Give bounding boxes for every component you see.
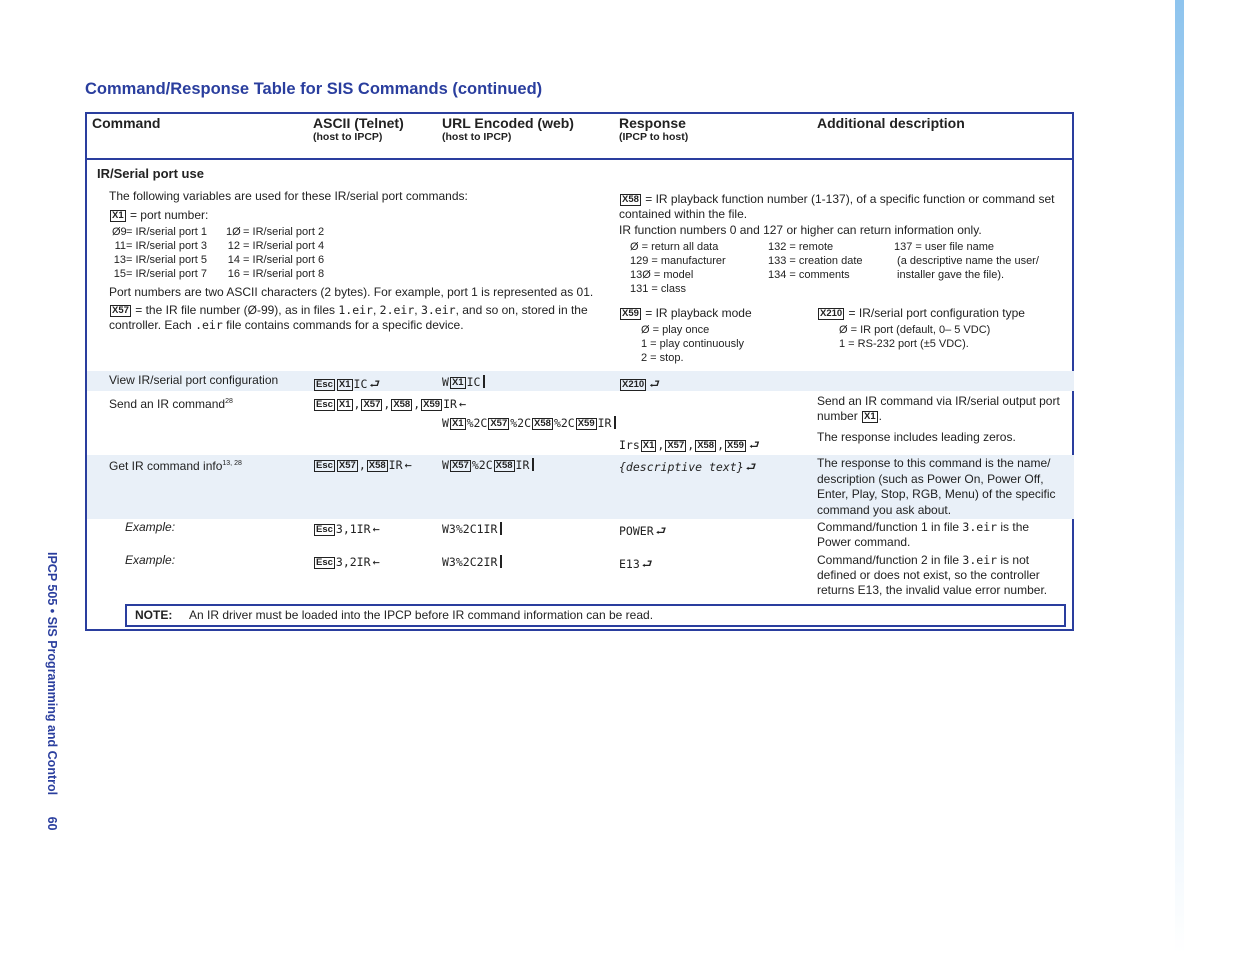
value-text: = IR port (default, 0– 5 VDC)	[847, 324, 991, 336]
x57-text-a: = the IR file number (Ø-99), as in files	[135, 303, 335, 317]
port-row	[112, 225, 324, 239]
send-resp-prefix: Irs	[619, 438, 640, 452]
header-divider	[87, 158, 1074, 160]
row-send-ascii: Esc X1 , X57 , X58 , X59 IR ←	[316, 397, 467, 411]
row-send-url	[442, 416, 616, 430]
header-command: Command	[92, 115, 161, 131]
value-text: installer gave the file).	[894, 269, 1005, 281]
value-text: (a descriptive name the user/	[894, 255, 1039, 267]
row-info-desc	[817, 456, 1069, 518]
x58-text-b: contained within the file.	[619, 207, 748, 221]
port-text: = IR/serial port 6	[240, 254, 325, 266]
url-sep: %2C	[553, 416, 575, 430]
x1-tag: X1	[451, 377, 464, 388]
value-text: = return all data	[638, 241, 719, 253]
value-row	[641, 323, 744, 337]
value-row	[630, 254, 726, 268]
example-2-desc	[817, 553, 1069, 598]
x1-tag: X1	[112, 210, 124, 221]
x210-definition	[817, 306, 1025, 321]
x57-tag: X57	[363, 399, 381, 410]
port-note: Port numbers are two ASCII characters (2 bytes). For example, port 1 is represented as 01.	[109, 285, 594, 299]
file-name-2: 2.eir	[379, 303, 415, 317]
ex2-desc-d: returns E13, the invalid value error number.	[817, 583, 1048, 597]
value-code: Ø	[641, 324, 650, 336]
value-code: 134	[768, 269, 787, 281]
value-code: 133	[768, 255, 787, 267]
value-text: = play continuously	[647, 338, 745, 350]
ex2-resp-text: E13	[619, 557, 640, 571]
header-url	[442, 115, 574, 143]
port-row	[112, 267, 324, 281]
x58-info-note: IR function numbers 0 and 127 or higher can return information only.	[619, 223, 982, 237]
ex2-ascii-cmd: 3,2IR	[335, 555, 371, 569]
value-text: = remote	[786, 241, 834, 253]
send-desc-4: The response includes leading zeros.	[817, 430, 1016, 444]
send-desc-3: .	[878, 409, 882, 423]
carriage-return-icon	[532, 458, 534, 471]
x59-tag: X59	[727, 440, 744, 451]
port-code: 11	[114, 240, 126, 252]
x210-tag: X210	[622, 379, 645, 390]
x57-text-c: controller. Each	[109, 318, 192, 332]
info-desc-line: Enter, Play, Stop, RGB, Menu) of the specific	[817, 487, 1056, 501]
example-1-url	[442, 522, 502, 536]
x1-tag: X1	[451, 418, 464, 429]
send-url-cmd: IR	[597, 416, 612, 430]
x59-values	[641, 323, 744, 365]
x1-tag: X1	[642, 440, 655, 451]
x1-definition	[109, 208, 208, 223]
ex1-desc-file: 3.eir	[962, 520, 998, 534]
value-code: 137	[894, 241, 913, 253]
row-send-response: Irs X1 , X57 , X58 , X59 ⮐	[619, 436, 760, 457]
x57-text-b: , and so on, stored in the	[455, 303, 588, 317]
page-number: 60	[45, 816, 59, 831]
port-text: = IR/serial port 1	[126, 226, 208, 238]
example-1-label: Example:	[125, 520, 176, 534]
x210-label: = IR/serial port configuration type	[848, 306, 1025, 320]
port-text: = IR/serial port 2	[240, 226, 325, 238]
send-desc-1: Send an IR command via IR/serial output port	[817, 394, 1060, 408]
value-text: = play once	[649, 324, 710, 336]
left-arrow-icon: ←	[404, 458, 412, 472]
x57-tag: X57	[451, 460, 469, 471]
port-code: 1Ø	[226, 226, 241, 238]
send-ascii-cmd: IR	[443, 397, 457, 411]
url-sep: %2C	[510, 416, 532, 430]
send-desc-2: number	[817, 409, 858, 423]
enter-arrow-icon: ⮐	[369, 377, 381, 391]
ex1-desc-a: Command/function 1 in file	[817, 520, 960, 534]
example-1-response	[619, 522, 666, 543]
x58-tag: X58	[534, 418, 551, 429]
x57-tag: X57	[490, 418, 508, 429]
row-info-ascii: Esc X57 , X58 IR ←	[316, 458, 412, 472]
header-url-sub: (host to IPCP)	[442, 131, 512, 143]
x59-tag: X59	[622, 308, 639, 319]
value-row	[630, 268, 726, 282]
x57-tag: X57	[112, 305, 129, 316]
port-list	[112, 225, 324, 281]
value-text: = manufacturer	[648, 255, 726, 267]
value-row	[630, 282, 726, 296]
example-2-url	[442, 555, 502, 569]
ex2-desc-b: is not	[1000, 553, 1030, 567]
example-2-label: Example:	[125, 553, 176, 567]
info-url-cmd: IR	[515, 458, 530, 472]
info-desc-line: description (such as Power On, Power Off,	[817, 471, 1044, 486]
x59-tag: X59	[423, 399, 441, 410]
send-footnote: 28	[225, 398, 233, 405]
info-resp-text: {descriptive text}	[619, 460, 744, 474]
x57-tag: X57	[667, 440, 685, 451]
ex2-desc-file: 3.eir	[962, 553, 998, 567]
value-text: = comments	[786, 269, 850, 281]
x210-tag: X210	[820, 308, 843, 319]
value-text: = stop.	[647, 352, 684, 364]
esc-tag: Esc	[316, 399, 333, 410]
x58-tag: X58	[697, 440, 715, 451]
ex2-desc-a: Command/function 2 in file	[817, 553, 960, 567]
esc-tag: Esc	[316, 524, 333, 535]
row-info-label	[109, 456, 242, 474]
esc-tag: Esc	[316, 460, 333, 471]
row-send-desc	[817, 394, 1069, 445]
value-code: 1	[839, 338, 846, 350]
file-name-1: 1.eir	[338, 303, 373, 317]
ex1-url-cmd: W3%2C1IR	[442, 522, 498, 536]
enter-arrow-icon: ⮐	[641, 557, 653, 571]
value-text: = creation date	[786, 255, 863, 267]
info-ascii-cmd: IR	[388, 458, 403, 472]
port-code: 12	[227, 240, 240, 252]
port-text: = IR/serial port 4	[240, 240, 325, 252]
note-text: An IR driver must be loaded into the IPCP before IR command information can be read.	[189, 608, 654, 622]
port-code: 16	[227, 268, 240, 280]
header-url-label: URL Encoded (web)	[442, 115, 574, 131]
x210-values	[839, 323, 990, 351]
x1-label: = port number:	[129, 208, 209, 222]
carriage-return-icon	[500, 555, 502, 568]
value-row	[630, 240, 726, 254]
x59-tag: X59	[577, 418, 595, 429]
value-row	[894, 240, 1039, 254]
value-code: 129	[630, 255, 649, 267]
port-code: 15	[113, 268, 126, 280]
ex2-url-cmd: W3%2C2IR	[442, 555, 498, 569]
x57-text-d: file contains commands for a specific device.	[226, 318, 464, 332]
value-code: Ø	[839, 324, 848, 336]
view-url-cmd: IC	[466, 375, 481, 389]
row-info-response	[619, 458, 756, 479]
carriage-return-icon	[483, 375, 485, 388]
value-row	[894, 268, 1039, 282]
esc-tag: Esc	[316, 379, 333, 390]
x58-tag: X58	[622, 194, 639, 205]
carriage-return-icon	[614, 416, 616, 429]
left-arrow-icon: ←	[458, 397, 467, 411]
side-accent-bar	[1175, 0, 1184, 954]
value-row	[768, 254, 863, 268]
value-row	[839, 337, 990, 351]
enter-arrow-icon: ⮐	[748, 438, 760, 452]
value-row	[894, 254, 1039, 268]
ex1-resp-text: POWER	[619, 524, 654, 538]
enter-arrow-icon: ⮐	[745, 460, 757, 474]
header-response-sub: (IPCP to host)	[619, 131, 689, 143]
port-row	[112, 239, 324, 253]
value-row	[768, 240, 863, 254]
port-text: = IR/serial port 5	[126, 254, 208, 266]
header-response	[619, 115, 688, 143]
header-ascii-sub: (host to IPCP)	[313, 131, 383, 143]
url-w: W	[442, 375, 449, 389]
value-row	[839, 323, 990, 337]
info-label-text: Get IR command info	[109, 459, 223, 473]
x57-definition: X57 = the IR file number (Ø-99), as in files 1.eir, 2.eir, 3.eir, and so on, stored in the controller. Each .eir file contains commands for a specific device.	[109, 303, 588, 332]
example-2-ascii	[313, 555, 380, 569]
side-footer	[45, 552, 59, 830]
x1-tag: X1	[864, 411, 876, 422]
port-code: 14	[227, 254, 240, 266]
file-ext: .eir	[195, 318, 223, 332]
ex1-desc-c: Power command.	[817, 535, 911, 549]
value-text: = class	[648, 283, 686, 295]
value-code: 2	[641, 352, 648, 364]
x1-tag: X1	[338, 399, 351, 410]
value-code: 13Ø	[630, 269, 651, 281]
value-row	[641, 337, 744, 351]
url-sep: %2C	[471, 458, 493, 472]
example-1-ascii	[313, 522, 380, 536]
function-list-3	[894, 240, 1039, 282]
info-footnote: 13, 28	[222, 460, 242, 467]
row-view-label: View IR/serial port configuration	[109, 373, 279, 387]
value-code: 132	[768, 241, 787, 253]
row-view-response	[619, 375, 660, 396]
ex1-ascii-cmd: 3,1IR	[335, 522, 371, 536]
side-footer-text: IPCP 505 • SIS Programming and Control	[45, 552, 59, 796]
file-name-3: 3.eir	[420, 303, 456, 317]
port-code: Ø9	[112, 226, 127, 238]
value-row	[641, 351, 744, 365]
value-text: = RS-232 port (±5 VDC).	[845, 338, 969, 350]
header-response-label: Response	[619, 115, 686, 131]
row-send-label	[109, 394, 233, 412]
port-text: = IR/serial port 3	[126, 240, 208, 252]
x58-tag: X58	[495, 460, 513, 471]
row-view-url	[442, 375, 485, 389]
value-text: = model	[650, 269, 694, 281]
url-w: W	[442, 458, 449, 472]
carriage-return-icon	[500, 522, 502, 535]
x58-tag: X58	[368, 460, 386, 471]
left-arrow-icon: ←	[372, 522, 380, 536]
example-2-response	[619, 555, 653, 576]
enter-arrow-icon: ⮐	[655, 524, 667, 538]
note-label: NOTE:	[135, 608, 173, 622]
section-intro: The following variables are used for these IR/serial port commands:	[109, 189, 468, 203]
x57-tag: X57	[338, 460, 356, 471]
ex2-desc-c: defined or does not exist, so the controller	[817, 568, 1040, 582]
port-code: 13	[113, 254, 126, 266]
info-desc-line: command you ask about.	[817, 502, 952, 517]
value-text: = user file name	[912, 241, 994, 253]
left-arrow-icon: ←	[372, 555, 380, 569]
value-code: 1	[641, 338, 648, 350]
row-info-url	[442, 458, 534, 472]
function-list-2	[768, 240, 863, 282]
x59-label: = IR playback mode	[645, 306, 752, 320]
x58-definition	[619, 192, 1069, 222]
value-code: Ø	[630, 241, 639, 253]
page-title: Command/Response Table for SIS Commands (continued)	[85, 80, 543, 98]
header-ascii-label: ASCII (Telnet)	[313, 115, 404, 131]
header-additional: Additional description	[817, 115, 965, 131]
value-code: 131	[630, 283, 649, 295]
x1-tag: X1	[338, 379, 351, 390]
url-w: W	[442, 416, 449, 430]
port-text: = IR/serial port 8	[240, 268, 325, 280]
enter-arrow-icon: ⮐	[649, 377, 660, 391]
function-list-1	[630, 240, 726, 296]
port-row	[112, 253, 324, 267]
x58-tag: X58	[393, 399, 411, 410]
section-title: IR/Serial port use	[97, 166, 204, 181]
url-sep: %2C	[466, 416, 488, 430]
x59-definition	[619, 306, 752, 321]
row-view-ascii	[313, 375, 380, 396]
x58-text-a: = IR playback function number (1-137), of a specific function or command set	[645, 192, 1055, 206]
view-ascii-cmd: IC	[353, 377, 368, 391]
value-row	[768, 268, 863, 282]
example-1-desc	[817, 520, 1069, 550]
send-label-text: Send an IR command	[109, 397, 226, 411]
port-text: = IR/serial port 7	[126, 268, 208, 280]
ex1-desc-b: is the	[1000, 520, 1030, 534]
info-desc-line: The response to this command is the name/	[817, 456, 1051, 470]
header-ascii	[313, 115, 404, 143]
esc-tag: Esc	[316, 557, 333, 568]
